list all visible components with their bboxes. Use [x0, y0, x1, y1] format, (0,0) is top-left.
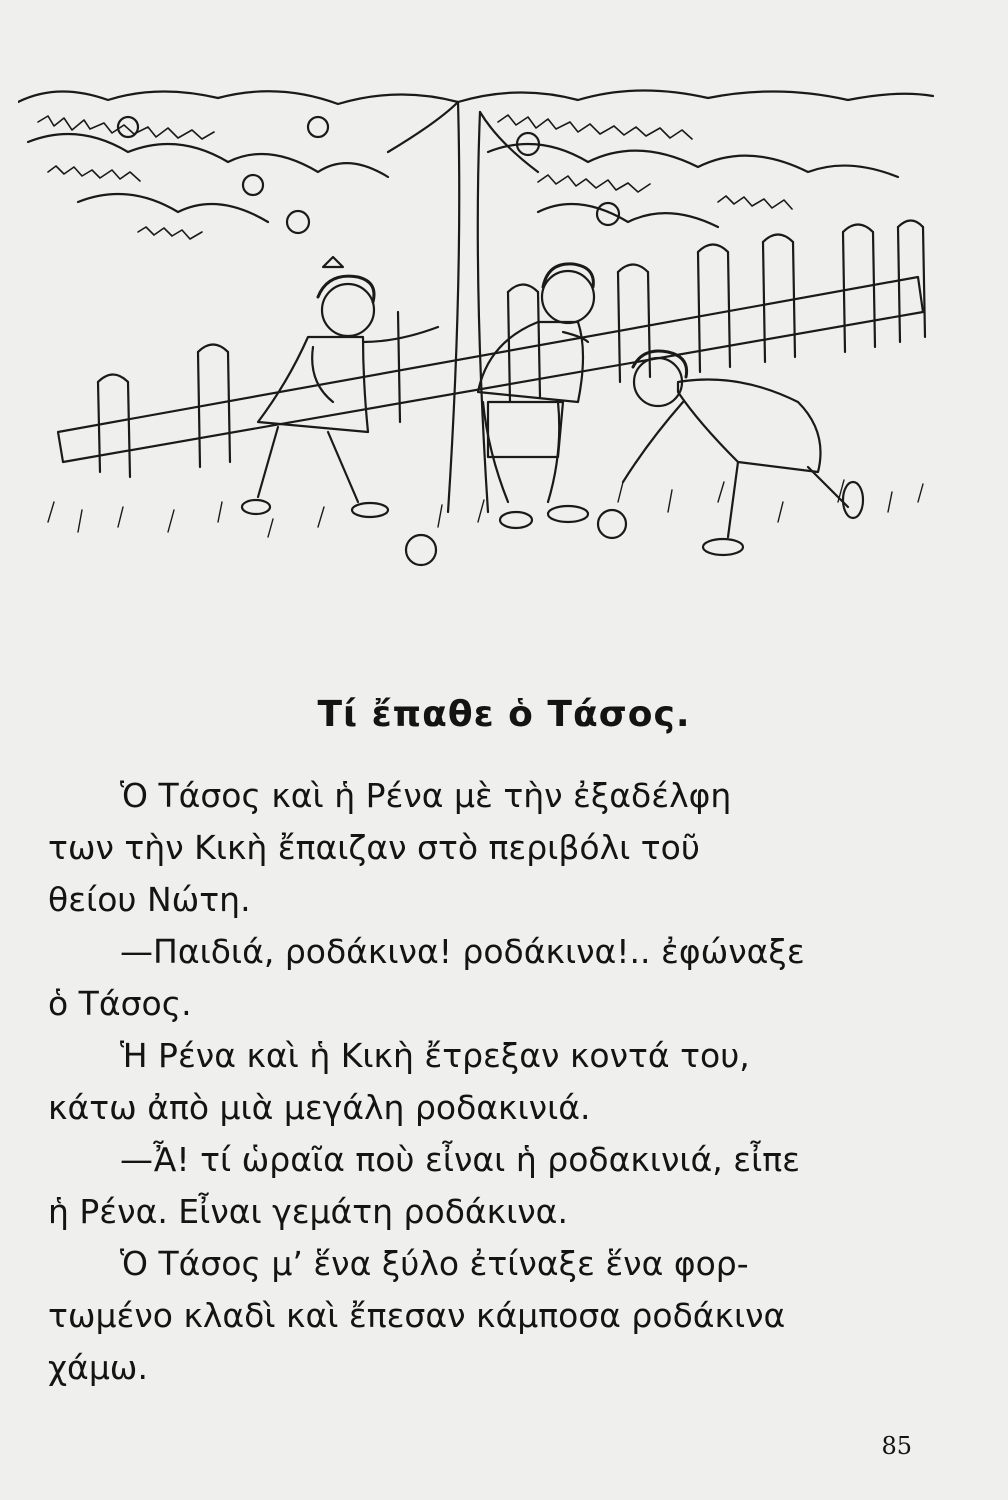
- boy-figure: [478, 264, 594, 528]
- lesson-text: [48, 770, 914, 1394]
- fence: [58, 221, 925, 478]
- text-line: —Παιδιά, ροδάκινα! ροδάκινα!.. ἐφώναξε: [120, 932, 805, 971]
- text-line: Ὁ Τάσος μ’ ἕνα ξύλο ἐτίναξε ἕνα φορ-: [120, 1244, 749, 1283]
- text-line: Ὁ Τάσος καὶ ἡ Ρένα μὲ τὴν ἐξαδέλφη: [120, 776, 732, 815]
- lesson-title: Τί ἔπαθε ὁ Τάσος.: [317, 694, 691, 735]
- text-line: θείου Νώτη.: [48, 880, 251, 919]
- text-line: τωμένο κλαδὶ καὶ ἔπεσαν κάμποσα ροδάκινα: [48, 1296, 786, 1335]
- girl-right-figure: [623, 351, 863, 555]
- text-line: Ἡ Ρένα καὶ ἡ Κικὴ ἔτρεξαν κοντά του,: [120, 1036, 750, 1075]
- peaches-in-tree: [118, 117, 619, 233]
- tree-foliage: [18, 90, 933, 227]
- foliage-texture: [38, 115, 792, 239]
- page-number: 85: [881, 1432, 912, 1460]
- text-line: των τὴν Κικὴ ἔπαιζαν στὸ περιβόλι τοῦ: [48, 828, 700, 867]
- tree-trunk: [388, 102, 538, 512]
- text-line: ἡ Ρένα. Εἶναι γεμάτη ροδάκινα.: [48, 1192, 568, 1231]
- illustration: [18, 82, 938, 582]
- text-line: κάτω ἀπὸ μιὰ μεγάλη ροδακινιά.: [48, 1088, 591, 1127]
- text-line: —Ἆ! τί ὡραῖα ποὺ εἶναι ἡ ροδακινιά, εἶπε: [120, 1140, 800, 1179]
- text-line: ὁ Τάσος.: [48, 984, 192, 1023]
- girl-left-figure: [242, 257, 438, 517]
- text-line: χάμω.: [48, 1348, 148, 1387]
